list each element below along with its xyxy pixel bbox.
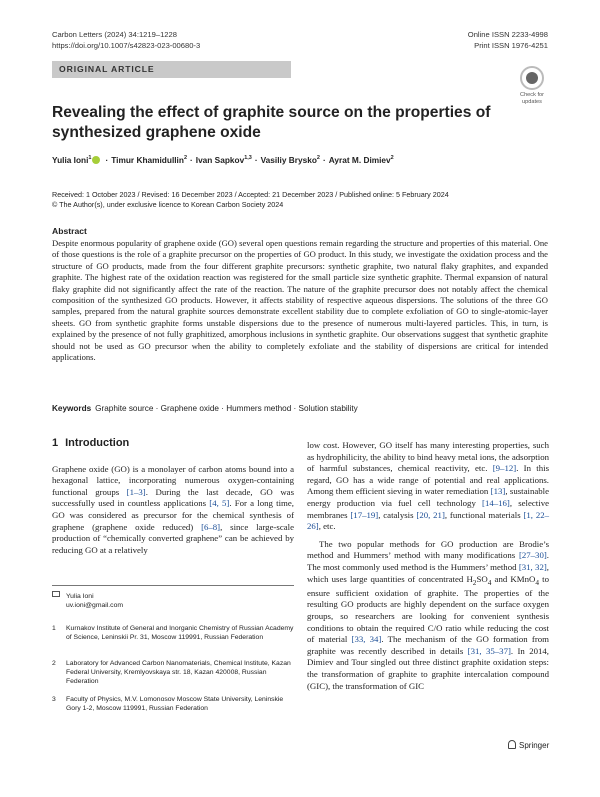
check-updates-label: Check for updates bbox=[520, 92, 544, 105]
intro-paragraph-1: Graphene oxide (GO) is a monolayer of carbon atoms bound into a hexagonal lattice, incorporating numerous oxygen-containing functional groups [1–3]. During the last decade, GO was successfully used in countless applications [4, 5]. For a long time, GO was considered as precursor for the chemical synthesis of graphene (graphene oxide reduced) [6–8], since large-scale production of “chemically converted graphene” can be achieved by reducing GO at a relatively bbox=[52, 463, 295, 555]
author-name[interactable]: Ivan Sapkov bbox=[195, 155, 245, 165]
citation-link[interactable]: [14–16] bbox=[482, 497, 510, 508]
affiliation-text: Kurnakov Institute of General and Inorganic Chemistry of Russian Academy of Science, Leninskii Pr. 31, Moscow 119991, Russian Federation bbox=[66, 625, 294, 642]
affiliation-number: 2 bbox=[52, 660, 56, 667]
keywords-list: Graphite source · Graphene oxide · Hummers method · Solution stability bbox=[95, 404, 358, 413]
running-header-right bbox=[468, 30, 548, 51]
affiliation-number: 3 bbox=[52, 696, 56, 703]
springer-horse-icon bbox=[508, 740, 516, 749]
author-affiliation: 1 bbox=[88, 155, 92, 162]
journal-citation: Carbon Letters (2024) 34:1219–1228 bbox=[52, 30, 177, 39]
footnote-rule bbox=[52, 585, 294, 586]
citation-link[interactable]: [31, 35–37] bbox=[467, 645, 511, 656]
article-type-badge: ORIGINAL ARTICLE bbox=[52, 61, 291, 78]
citation-link[interactable]: [1, 22–26] bbox=[307, 509, 550, 532]
affiliation-text: Laboratory for Advanced Carbon Nanomaterials, Chemical Institute, Kazan Federal University, Kremlyovskaya str. 18, Kazan 420008, Russian Federation bbox=[66, 660, 291, 686]
section-title: Introduction bbox=[65, 437, 130, 449]
author-affiliation: 2 bbox=[183, 155, 187, 162]
author-affiliation: 2 bbox=[316, 155, 320, 162]
corresponding-author bbox=[52, 592, 294, 610]
author-name[interactable]: Timur Khamidullin bbox=[111, 155, 184, 165]
citation-link[interactable]: [27–30] bbox=[518, 550, 547, 561]
citation-link[interactable]: [9–12] bbox=[492, 463, 517, 474]
citation-link[interactable]: [17–19] bbox=[350, 509, 379, 520]
abstract-heading: Abstract bbox=[52, 226, 87, 236]
author-name[interactable]: Vasiliy Brysko bbox=[260, 155, 317, 165]
affiliation-text: Faculty of Physics, M.V. Lomonosov Moscow State University, Leninskie Gory 1-2, Moscow 119991, Russian Federation bbox=[66, 696, 284, 713]
envelope-icon bbox=[52, 591, 60, 597]
author-list: Yulia Ioni$^1$ · Timur Khamidullin$^2$ · Ivan Sapkov$^{1,3}$ · Vasiliy Brysko$^2$ · Ayrat M. Dimiev$^2$ bbox=[52, 155, 394, 165]
keywords bbox=[52, 404, 358, 413]
print-issn: Print ISSN 1976-4251 bbox=[474, 40, 548, 50]
keywords-label: Keywords bbox=[52, 404, 92, 413]
running-header-left bbox=[52, 30, 200, 51]
left-column bbox=[52, 438, 294, 556]
citation-link[interactable]: [6–8] bbox=[201, 521, 221, 532]
citation-link[interactable]: [20, 21] bbox=[416, 509, 445, 520]
corresponding-email[interactable]: uv.ioni@gmail.com bbox=[66, 602, 124, 610]
author-name[interactable]: Yulia Ioni bbox=[52, 155, 89, 165]
author-affiliation: 2 bbox=[390, 155, 394, 162]
affiliation-3 bbox=[52, 695, 294, 713]
citation-link[interactable]: [31, 32] bbox=[518, 561, 547, 572]
orcid-icon[interactable] bbox=[92, 156, 100, 164]
check-updates-icon bbox=[520, 66, 544, 90]
right-column bbox=[307, 440, 549, 692]
citation-link[interactable]: [33, 34] bbox=[351, 634, 382, 645]
online-issn: Online ISSN 2233-4998 bbox=[467, 30, 548, 39]
affiliation-number: 1 bbox=[52, 625, 56, 632]
affiliation-1 bbox=[52, 624, 294, 642]
article-title: Revealing the effect of graphite source on the properties of synthesized graphene oxide bbox=[52, 104, 491, 141]
section-number: 1 bbox=[52, 437, 59, 449]
author-name[interactable]: Ayrat M. Dimiev bbox=[328, 155, 391, 165]
citation-link[interactable]: [13] bbox=[490, 486, 506, 497]
publication-history bbox=[52, 190, 449, 210]
dates-line: Received: 1 October 2023 / Revised: 16 December 2023 / Accepted: 21 December 2023 / Published online: 5 February 2024 bbox=[52, 190, 449, 199]
publisher-logo bbox=[508, 740, 549, 750]
abstract-text: Despite enormous popularity of graphene oxide (GO) several open questions remain regarding the structure and properties of this material. One of those questions is the role of a graphite precursor on the properties of GO product. In this study, we investigate the oxidation process and the structure of GO products, made from the four different graphite precursors: synthetic graphite, two natural flaky graphites, and expanded graphite. The highest rate of the oxidation reaction was registered for the small particle size synthetic graphite. Thermal expansion of natural flaky graphite did not significantly affect the rate of the reaction. The nature of the graphite precursor does not notably affect the chemical composition of the synthesized GO products. However, it affects stability of respective aqueous dispersions. The solutions of the three GO samples, prepared from the natural graphite sources demonstrate excellent stability due to complete exfoliation of GO to single-atomic-layer sheets. GO from synthetic graphite forms unstable dispersions due to the presence of numerous multi-layered particles. This, in turn, is explained by the presence of not fully graphitized, amorphous inclusions in synthetic graphite. Our observations suggest that synthetic graphite should not be used as GO precursor when the ability to completely exfoliate and the stability of dispersions are critical for intended applications. bbox=[52, 238, 548, 363]
intro-paragraph-2: The two popular methods for GO production are Brodie’s method and Hummers’ method with many modifications [27–30]. The most commonly used method is the Hummers’ method [31, 32], which uses large quantities of concentrated $H_2SO_4$ and KMnO$_4$ to ensure sufficient oxidation of graphite. The properties of the resulting GO products are highly dependent on the surface oxygen groups, so researchers are looking for convenient synthesis conditions to obtain the required C/O ratio while reducing the cost of material [33, 34]. The mechanism of the GO formation from graphite was recently described in details [31, 35–37]. In 2014, Dimiev and Tour singled out three distinct graphite oxidation steps: the transformation of graphite to graphite intercalation compound (GIC), the transformation of GIC bbox=[307, 538, 549, 691]
citation-link[interactable]: [1–3] bbox=[126, 486, 146, 497]
corresponding-name: Yulia Ioni bbox=[66, 593, 94, 600]
section-heading bbox=[52, 438, 294, 450]
affiliation-2 bbox=[52, 659, 294, 687]
doi-link[interactable]: https://doi.org/10.1007/s42823-023-00680-3 bbox=[52, 40, 201, 50]
citation-link[interactable]: [4, 5] bbox=[209, 498, 230, 509]
check-for-updates-button[interactable] bbox=[516, 66, 548, 105]
author-affiliation: 1,3 bbox=[244, 155, 252, 162]
publisher-name: Springer bbox=[519, 741, 550, 750]
intro-paragraph-1-cont: low cost. However, GO itself has many interesting properties, such as hydrophilicity, the ability to bind heavy metal ions, the adsorption of harmful substances, chemical reactivity, etc. [9–12]. In this regard, GO has a wide range of potential and real applications. Among them efficient sieving in water remediation [13], sustainable energy production via fuel cell technology [14–16], selective membranes [17–19], catalysis [20, 21], functional materials [1, 22–26], etc. bbox=[307, 440, 550, 532]
copyright-line: © The Author(s), under exclusive licence to Korean Carbon Society 2024 bbox=[52, 200, 284, 209]
